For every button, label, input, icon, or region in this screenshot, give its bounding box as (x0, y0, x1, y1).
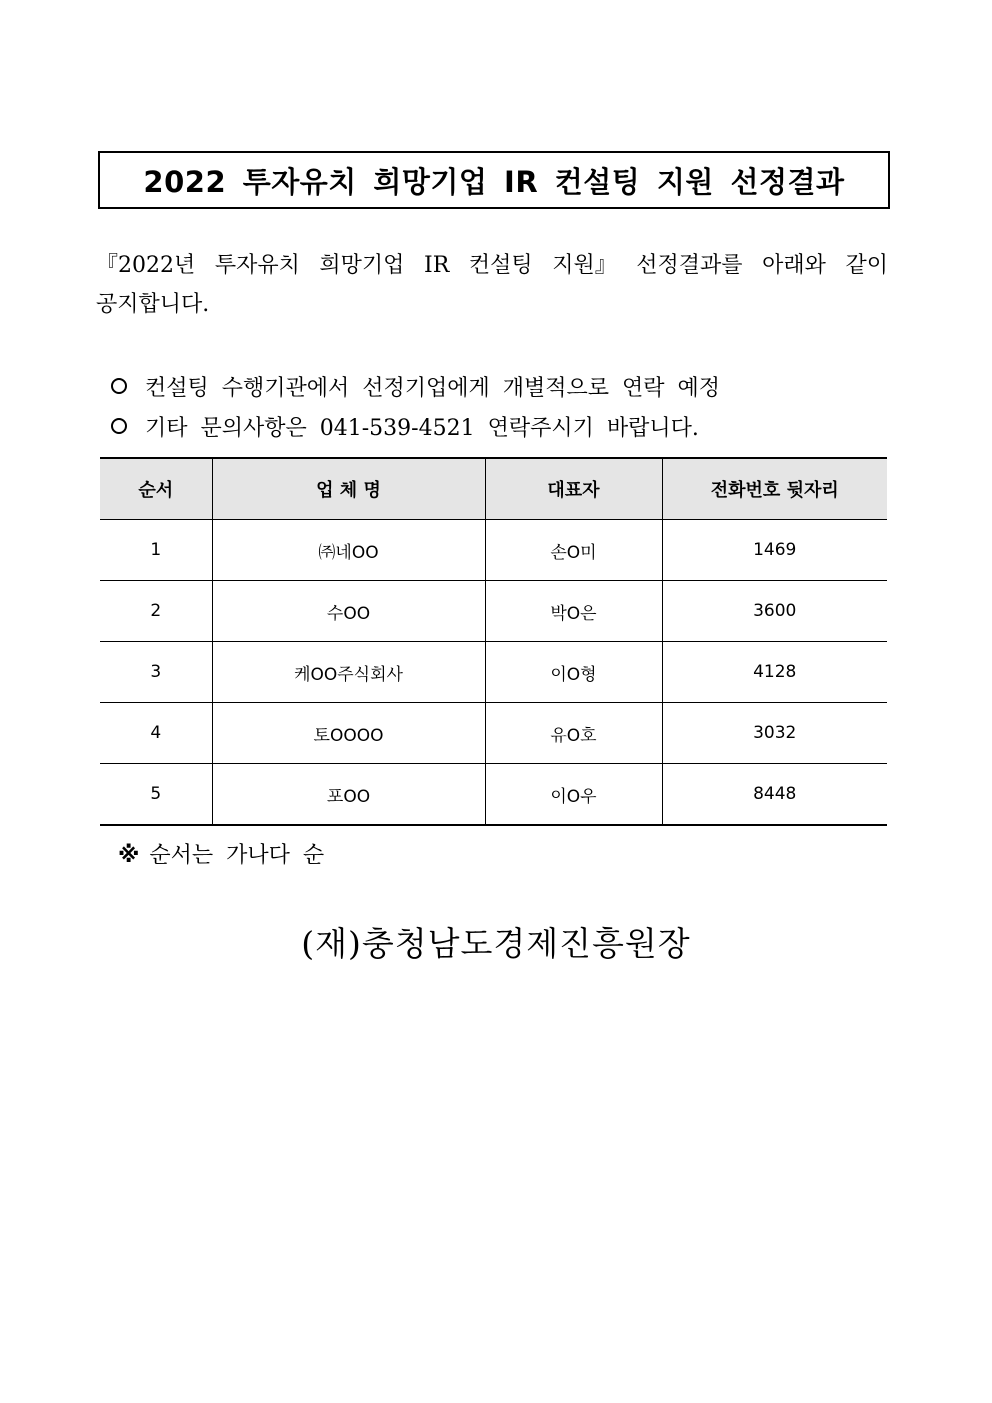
cell-company: 수OO (212, 581, 485, 642)
bullet-text: 기타 문의사항은 041-539-4521 연락주시기 바랍니다. (145, 415, 699, 441)
intro-line-2: 공지합니다. (96, 292, 210, 317)
bullet-list (108, 366, 888, 446)
intro-word: 컨설팅 (468, 253, 533, 278)
cell-representative: 손O미 (485, 520, 662, 581)
header-representative: 대표자 (485, 458, 662, 520)
header-phone-suffix: 전화번호 뒷자리 (662, 458, 887, 520)
intro-word: 아래와 (762, 253, 826, 278)
cell-order: 1 (100, 520, 212, 581)
cell-representative: 박O은 (485, 581, 662, 642)
table-row (100, 764, 887, 826)
intro-word: 선정결과를 (636, 253, 743, 278)
circle-bullet-icon (111, 418, 127, 434)
intro-word: 투자유치 (214, 253, 300, 278)
cell-representative: 이O우 (485, 764, 662, 826)
table-row (100, 581, 887, 642)
table-row (100, 703, 887, 764)
cell-representative: 유O호 (485, 703, 662, 764)
bullet-text: 컨설팅 수행기관에서 선정기업에게 개별적으로 연락 예정 (145, 375, 721, 401)
intro-word: IR (424, 253, 450, 278)
bullet-item (108, 366, 888, 406)
intro-word: 『2022년 (96, 253, 196, 278)
sort-note (118, 838, 324, 869)
cell-representative: 이O형 (485, 642, 662, 703)
cell-order: 5 (100, 764, 212, 826)
header-order: 순서 (100, 458, 212, 520)
intro-paragraph (96, 246, 888, 324)
cell-company: 토OOOO (212, 703, 485, 764)
cell-company: ㈜네OO (212, 520, 485, 581)
results-table (100, 457, 887, 826)
cell-order: 3 (100, 642, 212, 703)
bullet-item (108, 406, 888, 446)
cell-order: 2 (100, 581, 212, 642)
intro-word: 지원』 (552, 253, 617, 278)
note-text: 순서는 가나다 순 (149, 843, 325, 868)
intro-line-1 (96, 246, 888, 285)
issuer-signature: (재)충청남도경제진흥원장 (301, 924, 691, 963)
table-row (100, 520, 887, 581)
circle-bullet-icon (111, 378, 127, 394)
cell-phone-suffix: 4128 (662, 642, 887, 703)
cell-phone-suffix: 1469 (662, 520, 887, 581)
table-header-row (100, 458, 887, 520)
document-title: 2022 투자유치 희망기업 IR 컨설팅 지원 선정결과 (143, 164, 845, 199)
intro-word: 희망기업 (319, 253, 405, 278)
table-row (100, 642, 887, 703)
cell-company: 케OO주식회사 (212, 642, 485, 703)
header-company: 업 체 명 (212, 458, 485, 520)
title-box (98, 151, 890, 209)
cell-company: 포OO (212, 764, 485, 826)
cell-phone-suffix: 8448 (662, 764, 887, 826)
cell-order: 4 (100, 703, 212, 764)
intro-word: 같이 (845, 253, 888, 278)
cell-phone-suffix: 3600 (662, 581, 887, 642)
reference-mark-icon: ※ (118, 843, 140, 868)
cell-phone-suffix: 3032 (662, 703, 887, 764)
